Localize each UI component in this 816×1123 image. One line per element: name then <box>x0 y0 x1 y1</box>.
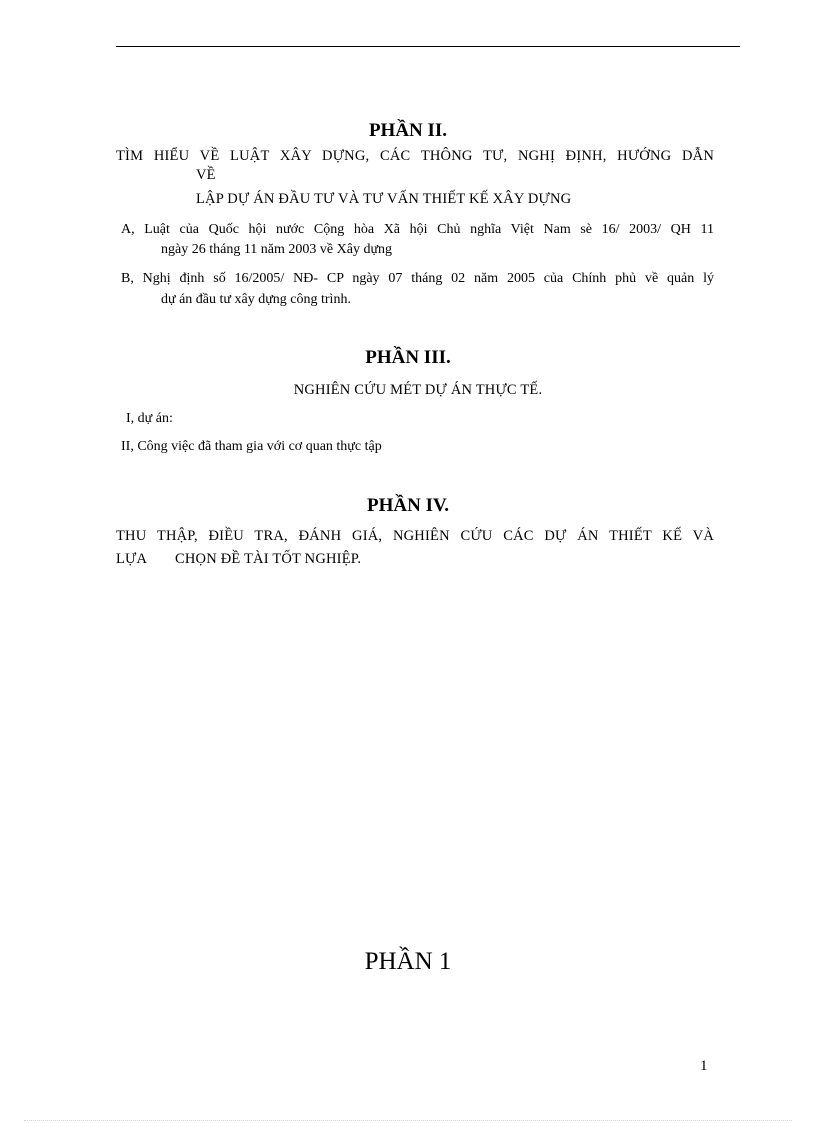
part-2-subtitle-line2: VỀ <box>196 167 216 183</box>
item-b-line1: B, Nghị định số 16/2005/ NĐ- CP ngày 07 tháng 02 năm 2005 của Chính phủ về quản lý <box>121 271 714 286</box>
part-4-text-line1: THU THẬP, ĐIỀU TRA, ĐÁNH GIÁ, NGHIÊN CỨU CÁC DỰ ÁN THIẾT KẾ VÀ <box>116 528 714 544</box>
part-3-heading: PHẦN III. <box>365 347 451 368</box>
header-rule <box>116 46 740 47</box>
item-a-line1: A, Luật của Quốc hội nước Cộng hòa Xã hội Chủ nghĩa Việt Nam sè 16/ 2003/ QH 11 <box>121 222 714 237</box>
part-3-subtitle: NGHIÊN CỨU MÉT DỰ ÁN THỰC TẾ. <box>293 382 543 398</box>
part-1-heading: PHẦN 1 <box>364 948 452 975</box>
part-2-subtitle-line1: TÌM HIỂU VỀ LUẬT XÂY DỰNG, CÁC THÔNG TƯ, NGHỊ ĐỊNH, HƯỚNG DẪN <box>116 148 714 164</box>
part-4-text-line2-start: LỰA <box>116 551 148 567</box>
item-b-line2: dự án đầu tư xây dựng công trình. <box>161 292 351 307</box>
part-4-heading: PHẦN IV. <box>367 495 449 516</box>
page-edge-rule <box>24 1120 792 1121</box>
part-3-item-2: II, Công việc đã tham gia với cơ quan thực tập <box>121 439 382 454</box>
page-number: 1 <box>700 1058 708 1074</box>
part-2-subtitle-line3: LẬP DỰ ÁN ĐẦU TƯ VÀ TƯ VẤN THIẾT KẾ XÂY DỰNG <box>196 191 572 207</box>
part-2-heading: PHẦN II. <box>368 120 448 141</box>
part-4-text-line2-end: CHỌN ĐỀ TÀI TỐT NGHIỆP. <box>175 551 362 567</box>
item-a-line2: ngày 26 tháng 11 năm 2003 về Xây dựng <box>161 242 393 257</box>
part-3-item-1: I, dự án: <box>126 411 173 426</box>
